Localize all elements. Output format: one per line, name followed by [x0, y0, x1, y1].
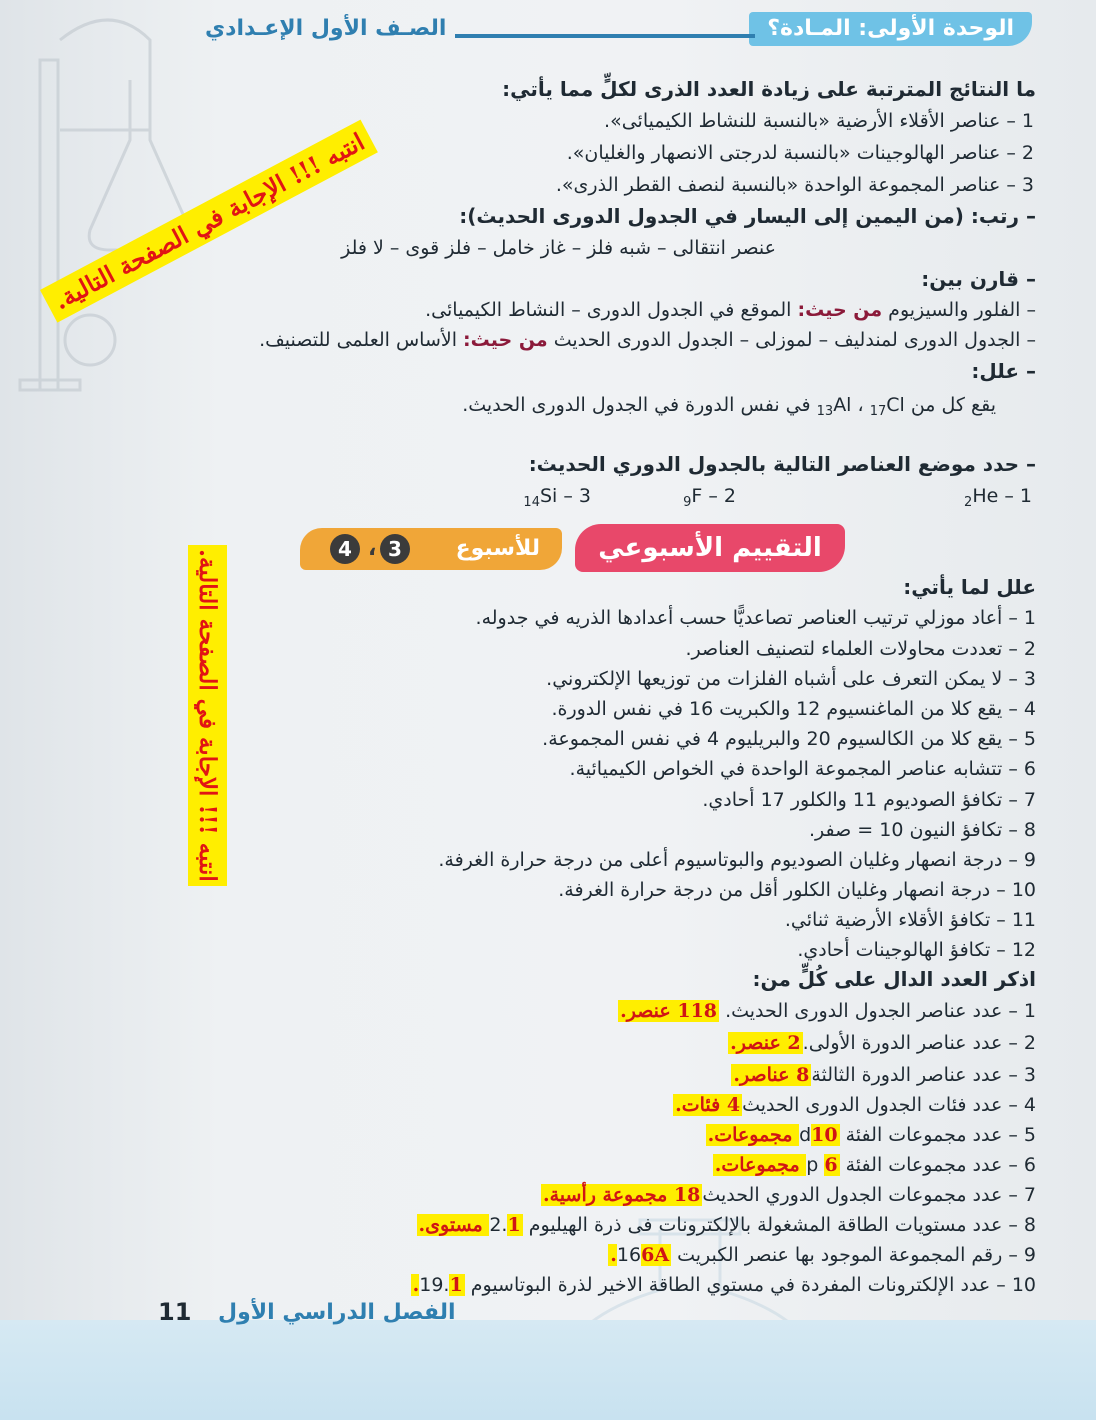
answer-question: 10 – عدد الإلكترونات المفردة في مستوي الطاقة الاخير لذرة البوتاسيوم 19. — [419, 1274, 1036, 1296]
answer-row — [417, 1210, 1036, 1240]
week-separator: ، — [368, 536, 377, 561]
answer-highlight: 6 مجموعات. — [714, 1154, 838, 1176]
answer-question: 1 – عدد عناصر الجدول الدورى الحديث. — [719, 1000, 1036, 1022]
list-item: 11 – تكافؤ الأقلاء الأرضية ثنائي. — [784, 909, 1036, 931]
warning-vertical: انتبه !!! الإجابة في الصفحة التالية. — [188, 545, 227, 886]
page-number: 11 — [158, 1298, 192, 1326]
compare-item-2 — [259, 325, 1036, 355]
answer-row — [411, 1270, 1036, 1300]
why-text: يقع كل من — [904, 394, 996, 416]
compare-text: الموقع في الجدول الدورى – النشاط الكيميائى. — [425, 299, 798, 321]
answer-question: 6 – عدد مجموعات الفئة p — [806, 1154, 1036, 1176]
compare-criteria: من حيث: — [797, 299, 883, 321]
answer-question: 8 – عدد مستويات الطاقة المشغولة بالإلكترونات فى ذرة الهيليوم 2. — [489, 1214, 1036, 1236]
question-locate: – حدد موضع العناصر التالية بالجدول الدوري الحديث: — [528, 452, 1036, 476]
list-item: 10 – درجة انصهار وغليان الكلور أقل من درجة حرارة الغرفة. — [558, 879, 1036, 901]
answer-highlight: 118 عنصر. — [620, 1000, 718, 1022]
answer-question: 9 – رقم المجموعة الموجود بها عنصر الكبريت 16 — [616, 1244, 1036, 1266]
locate-item-1: 1 – $_2$He — [964, 485, 1032, 510]
answer-highlight: 1 مستوى. — [418, 1214, 521, 1236]
locate-item-3: 3 – $_{14}$Si — [523, 485, 591, 510]
list-item: 9 – درجة انصهار وغليان الصوديوم والبوتاسيوم أعلى من درجة حرارة الغرفة. — [438, 849, 1036, 871]
list-item: 3 – لا يمكن التعرف على أشباه الفلزات من توزيعها الإلكتروني. — [546, 668, 1036, 690]
weekly-assessment-badge: التقييم الأسبوعي — [575, 524, 845, 572]
list-item: 4 – يقع كلا من الماغنسيوم 12 والكبريت 16 في نفس الدورة. — [551, 698, 1036, 720]
term-label: الفصل الدراسي الأول — [218, 1300, 456, 1325]
compare-text: الأساس العلمى للتصنيف. — [259, 329, 464, 351]
answer-highlight: 10 مجموعات. — [707, 1124, 838, 1146]
list-item: 6 – تتشابه عناصر المجموعة الواحدة في الخواص الكيميائية. — [569, 758, 1036, 780]
list-item: 1 – عناصر الأقلاء الأرضية «بالنسبة للنشاط الكيميائى». — [604, 110, 1034, 132]
why-text: في نفس الدورة في الجدول الدورى الحديث. — [462, 394, 817, 416]
compare-item-1 — [425, 295, 1036, 325]
answer-question: 5 – عدد مجموعات الفئة d — [799, 1124, 1036, 1146]
why-item: يقع كل من $_{13}$Al ، $_{17}$Cl في نفس الدورة في الجدول الدورى الحديث. — [462, 394, 996, 419]
answer-question: 3 – عدد عناصر الدورة الثالثة — [811, 1064, 1036, 1086]
answer-row — [541, 1180, 1036, 1210]
question-compare: – قارن بين: — [921, 267, 1036, 291]
element-cl: $_{17}$Cl — [869, 394, 905, 419]
week-badge — [300, 528, 562, 570]
answer-question: 4 – عدد فئات الجدول الدورى الحديث — [742, 1094, 1036, 1116]
question-order: – رتب: (من اليمين إلى اليسار في الجدول الدورى الحديث): — [459, 204, 1036, 228]
answer-row — [731, 1060, 1036, 1090]
list-item: 7 – تكافؤ الصوديوم 11 والكلور 17 أحادي. — [702, 789, 1036, 811]
answer-highlight: 18 مجموعة رأسية. — [542, 1184, 701, 1206]
element-al: $_{13}$Al — [816, 394, 852, 419]
answer-highlight: 4 فئات. — [675, 1094, 741, 1116]
list-item: 8 – تكافؤ النيون 10 = صفر. — [809, 819, 1036, 841]
answer-row — [713, 1150, 1036, 1180]
answer-row — [728, 1028, 1036, 1058]
answer-highlight: 8 عناصر. — [733, 1064, 810, 1086]
list-item: 2 – عناصر الهالوجينات «بالنسبة لدرجتى الانصهار والغليان». — [566, 142, 1034, 164]
week-label: للأسبوع — [455, 536, 540, 561]
question-results: ما النتائج المترتبة على زيادة العدد الذرى لكلٍّ مما يأتي: — [502, 77, 1036, 101]
answer-row — [608, 1240, 1036, 1270]
list-item: 12 – تكافؤ الهالوجينات أحادي. — [797, 939, 1036, 961]
warning-diagonal: انتبه !!! الإجابة في الصفحة التالية. — [40, 119, 378, 322]
question-why: – علل: — [971, 359, 1036, 383]
week-number: 4 — [330, 534, 360, 564]
compare-text: – الفلور والسيزيوم — [882, 299, 1036, 321]
footer-band — [0, 1320, 1096, 1420]
unit-title: الوحدة الأولى: المـادة؟ — [749, 12, 1032, 46]
list-item: 3 – عناصر المجموعة الواحدة «بالنسبة لنصف القطر الذرى». — [555, 174, 1034, 196]
answer-highlight: 1. — [412, 1274, 463, 1296]
order-item: عنصر انتقالى – شبه فلز – غاز خامل – فلز قوى – لا فلز — [341, 237, 776, 259]
compare-text: – الجدول الدورى لمندليف – لموزلى – الجدول الدورى الحديث — [547, 329, 1036, 351]
answer-question: 2 – عدد عناصر الدورة الأولى. — [802, 1032, 1036, 1054]
answer-highlight: 2 عنصر. — [730, 1032, 801, 1054]
locate-item-2: 2 – $_9$F — [683, 485, 736, 510]
answer-highlight: 6A. — [610, 1244, 670, 1266]
question-numbers: اذكر العدد الدال على كُلٍّ من: — [752, 967, 1036, 991]
question-explain: علل لما يأتي: — [903, 575, 1036, 599]
list-item: 5 – يقع كلا من الكالسيوم 20 والبريليوم 4 في نفس المجموعة. — [542, 728, 1036, 750]
answer-question: 7 – عدد مجموعات الجدول الدوري الحديث — [702, 1184, 1036, 1206]
answer-row — [706, 1120, 1036, 1150]
list-item: 2 – تعددت محاولات العلماء لتصنيف العناصر. — [685, 638, 1036, 660]
list-item: 1 – أعاد موزلي ترتيب العناصر تصاعديًّا حسب أعدادها الذريه في جدوله. — [475, 607, 1036, 629]
header-rule — [455, 34, 755, 38]
answer-row — [673, 1090, 1036, 1120]
compare-criteria: من حيث: — [463, 329, 548, 351]
answer-row — [618, 996, 1036, 1026]
week-number: 3 — [380, 534, 410, 564]
grade-title: الصـف الأول الإعـدادي — [205, 16, 447, 41]
